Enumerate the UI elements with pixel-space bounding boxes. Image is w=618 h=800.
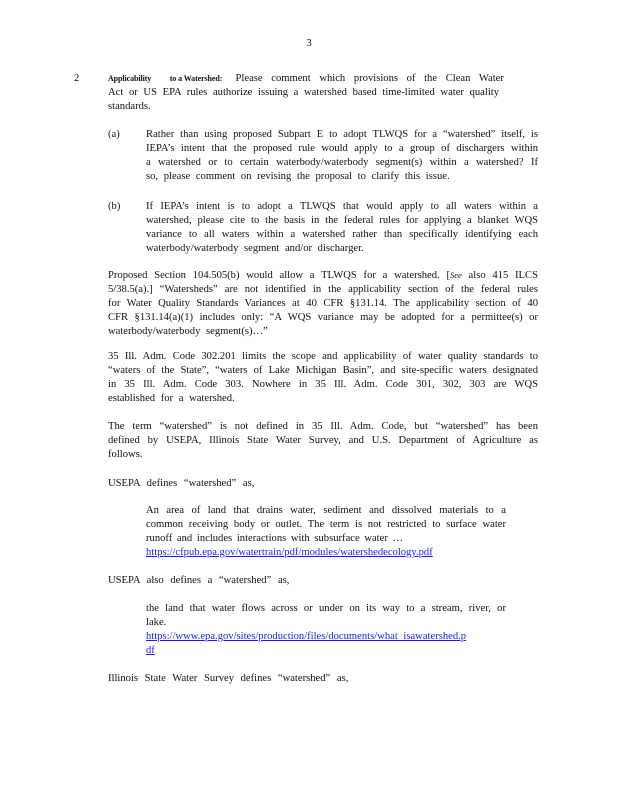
quote-1 xyxy=(146,504,506,560)
paragraph-1-see: See xyxy=(450,270,462,280)
paragraph-2: 35 Ill. Adm. Code 302.201 limits the scope and applicability of water quality standards to “waters of the State”, “waters of Lake Michigan Basin”, and site-specific waters designated in 35 Ill. Adm. Code 303. Nowhere in 35 Ill. Adm. Code 301, 302, 303 are WQS established for a watershed. xyxy=(108,351,538,404)
quote-1-text: An area of land that drains water, sediment and dissolved materials to a common receiving body or outlet. The term is not restricted to surface water runoff and includes interactions with subsurface water … xyxy=(146,505,506,544)
subitem-a-label: (a) xyxy=(108,129,120,140)
paragraph-1-part-2: also 415 ILCS 5/38.5(a).] “Watersheds” are not identified in the applicability section of the federal rules for Water Quality Standards Variances at 40 CFR §131.14. The applicability section of 40 CFR §131.14(a)(1) includes only: “A WQS variance may be adopted for a permittee(s) or waterbody/waterbody segment(s)…” xyxy=(108,270,538,337)
question-text xyxy=(108,72,538,114)
paragraph-5: USEPA also defines a “watershed” as, xyxy=(108,575,290,586)
question-number: 2 xyxy=(74,73,80,84)
page-number: 3 xyxy=(306,37,312,49)
question-text-line-1: Please comment which provisions of the Clean Water xyxy=(235,73,504,84)
paragraph-6: Illinois State Water Survey defines “watershed” as, xyxy=(108,673,349,684)
question-heading-1: Applicability xyxy=(108,74,152,83)
quote-2 xyxy=(146,602,506,658)
quote-2-text: the land that water flows across or under on its way to a stream, river, or lake. xyxy=(146,603,506,628)
paragraph-3: The term “watershed” is not defined in 35 Ill. Adm. Code, but “watershed” has been defined by USEPA, Illinois State Water Survey, and U.S. Department of Agriculture as follows. xyxy=(108,421,538,460)
question-text-line-3: standards. xyxy=(108,101,151,112)
quote-2-link-line-2[interactable]: df xyxy=(146,645,155,656)
quote-1-link[interactable]: https://cfpub.epa.gov/watertrain/pdf/modules/watershedecology.pdf xyxy=(146,547,433,558)
question-heading-2: to a Watershed: xyxy=(169,74,223,83)
paragraph-1-part-1: Proposed Section 104.505(b) would allow a TLWQS for a watershed. [ xyxy=(108,270,450,281)
paragraph-1 xyxy=(108,268,538,339)
subitem-b-text: If IEPA’s intent is to adopt a TLWQS that would apply to all waters within a watershed, please cite to the basis in the federal rules for applying a blanket WQS variance to all waters within a watershed rather than specifically identifying each waterbody/waterbody segment and/or discharger. xyxy=(146,201,538,254)
paragraph-4: USEPA defines “watershed” as, xyxy=(108,478,255,489)
question-line-1 xyxy=(108,72,538,86)
subitem-b-label: (b) xyxy=(108,201,121,212)
question-text-line-2: Act or US EPA rules authorize issuing a watershed based time-limited water quality xyxy=(108,87,500,98)
subitem-a-text: Rather than using proposed Subpart E to adopt TLWQS for a “watershed” itself, is IEPA’s intent that the proposed rule would apply to a group of dischargers within a watershed or to certain waterbody/waterbody segment(s) within a watershed? If so, please comment on revising the proposal to clarify this issue. xyxy=(146,129,538,182)
quote-2-link-line-1[interactable]: https://www.epa.gov/sites/production/files/documents/what isawatershed.p xyxy=(146,631,467,642)
